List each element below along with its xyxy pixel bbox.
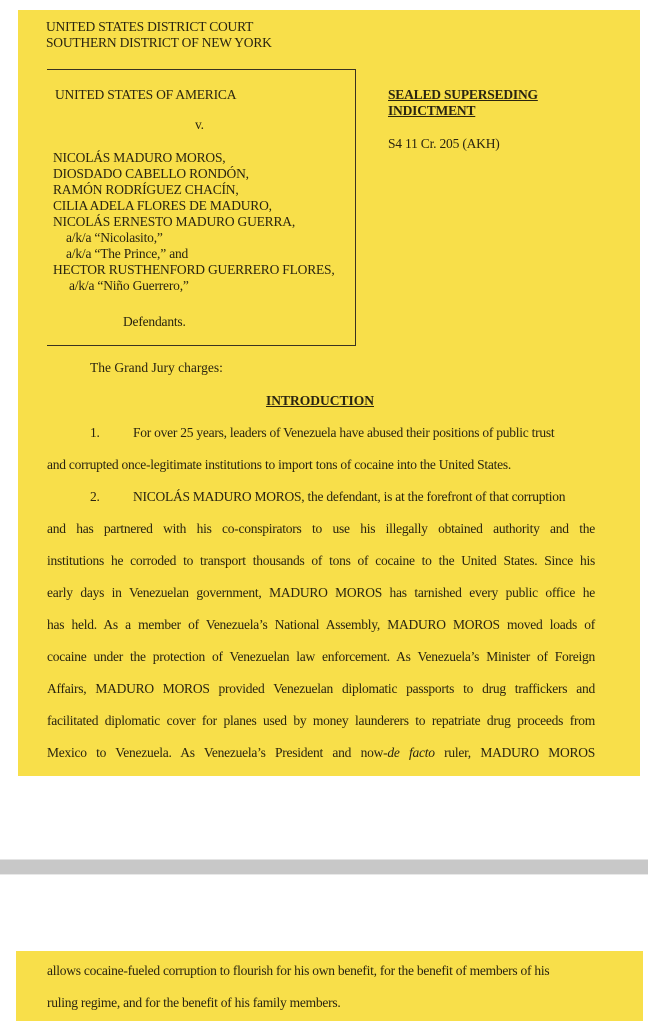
defendants-list (53, 150, 335, 294)
paragraph-2-line: cocaine under the protection of Venezuelan law enforcement. As Venezuela’s Minister of Foreign (47, 649, 595, 664)
paragraph-text: For over 25 years, leaders of Venezuela have abused their positions of public trust (133, 425, 555, 440)
paragraph-2-line: has held. As a member of Venezuela’s National Assembly, MADURO MOROS moved loads of (47, 617, 595, 632)
versus-label: v. (195, 117, 204, 132)
plaintiff-name: UNITED STATES OF AMERICA (55, 87, 237, 102)
court-name: UNITED STATES DISTRICT COURT (46, 19, 254, 34)
paragraph-1-line (47, 425, 595, 441)
defendant-name: HECTOR RUSTHENFORD GUERRERO FLORES, (53, 262, 335, 277)
paragraph-2-line (47, 745, 595, 761)
court-header (46, 19, 272, 51)
defendants-label: Defendants. (123, 314, 186, 329)
paragraph-2-line: early days in Venezuelan government, MADURO MOROS has tarnished every public office he (47, 585, 595, 600)
grand-jury-charges: The Grand Jury charges: (90, 360, 223, 375)
defendant-name: DIOSDADO CABELLO RONDÓN, (53, 166, 249, 181)
paragraph-number: 2. (90, 489, 100, 504)
defendant-name: NICOLÁS ERNESTO MADURO GUERRA, (53, 214, 296, 229)
defendant-alias: a/k/a “Niño Guerrero,” (69, 278, 189, 293)
paragraph-text: Mexico to Venezuela. As Venezuela’s President and now- (47, 745, 388, 760)
paragraph-2-line: and has partnered with his co-conspirators to use his illegally obtained authority and the (47, 521, 595, 536)
section-title-text: INTRODUCTION (265, 393, 374, 408)
italic-term: de facto (387, 745, 435, 760)
page-break-bar (0, 859, 648, 875)
section-title (0, 393, 640, 409)
defendant-name: CILIA ADELA FLORES DE MADURO, (53, 198, 272, 213)
paragraph-2-line: facilitated diplomatic cover for planes used by money launderers to repatriate drug proceeds from (47, 713, 595, 728)
defendant-alias: a/k/a “The Prince,” and (66, 246, 189, 261)
paragraph-text: ruler, MADURO MOROS (434, 745, 595, 760)
docket-number: S4 11 Cr. 205 (AKH) (388, 136, 500, 151)
paragraph-number: 1. (90, 425, 100, 440)
document-type-title (388, 87, 538, 119)
continuation-line: allows cocaine-fueled corruption to flourish for his own benefit, for the benefit of members of his (47, 963, 550, 978)
continuation-line: ruling regime, and for the benefit of his family members. (47, 995, 341, 1010)
defendant-name: NICOLÁS MADURO MOROS, (53, 150, 226, 165)
paragraph-2-line (47, 489, 595, 505)
defendant-name: RAMÓN RODRÍGUEZ CHACÍN, (53, 182, 239, 197)
court-district: SOUTHERN DISTRICT OF NEW YORK (46, 35, 272, 50)
paragraph-2-line: Affairs, MADURO MOROS provided Venezuelan diplomatic passports to drug traffickers and (47, 681, 595, 696)
paragraph-2-line: institutions he corroded to transport thousands of tons of cocaine to the United States. Since his (47, 553, 595, 568)
defendant-alias: a/k/a “Nicolasito,” (66, 230, 163, 245)
document-type-line1: SEALED SUPERSEDING (388, 87, 538, 102)
paragraph-1-line: and corrupted once-legitimate institutions to import tons of cocaine into the United States. (47, 457, 512, 472)
paragraph-text: NICOLÁS MADURO MOROS, the defendant, is at the forefront of that corruption (133, 489, 566, 504)
document-type-line2: INDICTMENT (388, 103, 476, 118)
